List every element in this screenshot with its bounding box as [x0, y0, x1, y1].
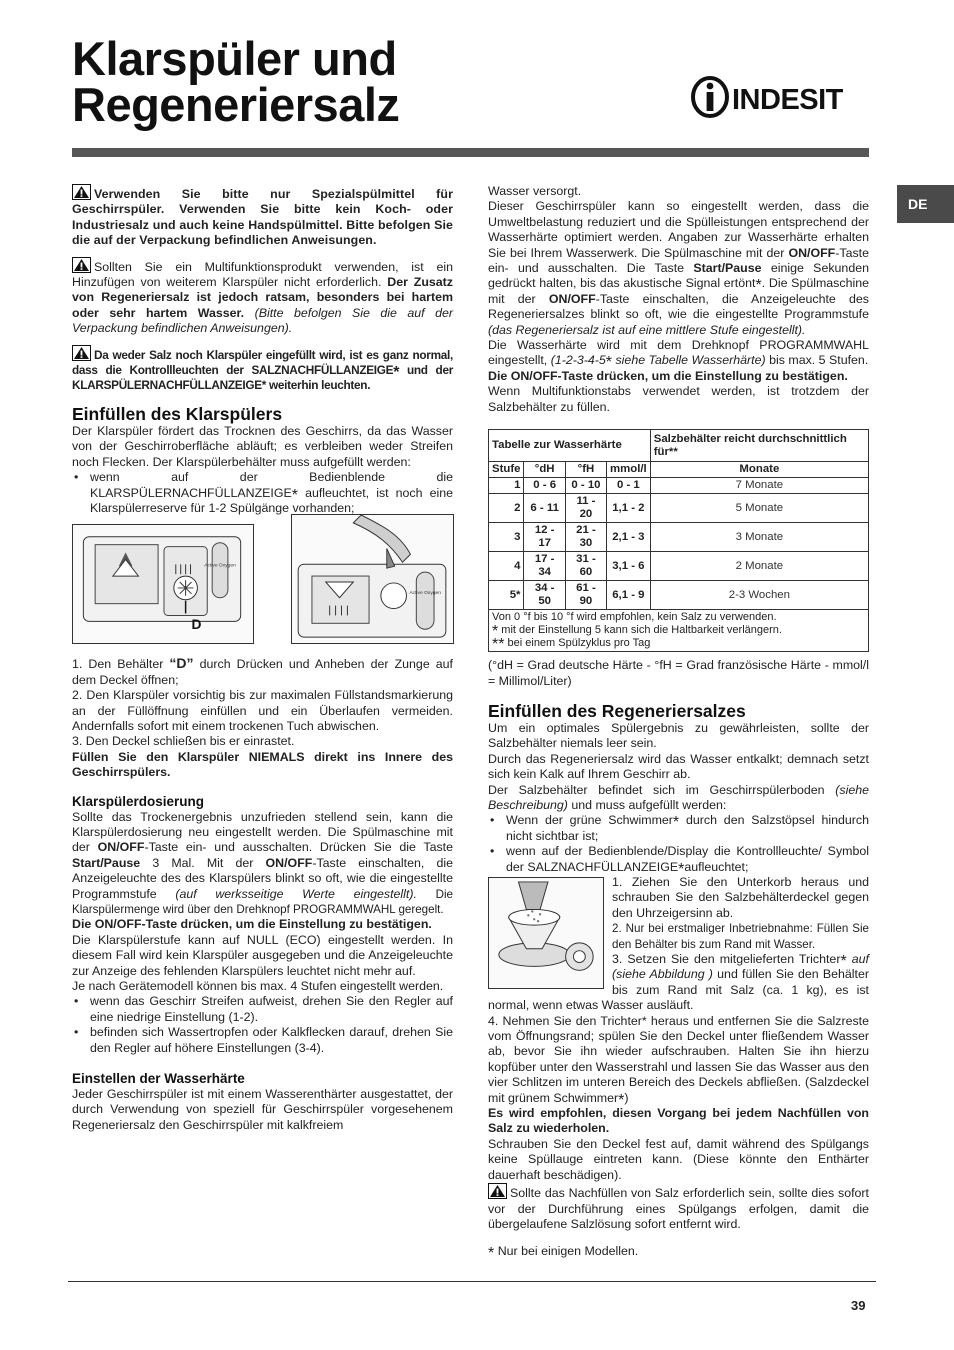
warning-icon [72, 184, 91, 200]
figure-rinse-aid [72, 524, 453, 648]
list-klarspueler [72, 470, 453, 516]
warning-icon [72, 257, 91, 273]
para-water-supplied: Wasser versorgt. [488, 184, 582, 198]
step-3: 3. Den Deckel schließen bis er einrastet. [72, 734, 295, 749]
warning-special-detergent: Verwenden Sie bitte nur Spezialspülmittel für Geschirrspüler. Verwenden Sie bitte kein Koch- oder Industriesalz und auch keine Handspülmittel. Bitte befolgen Sie die auf der Verpackung befindlichen Anweisungen. [72, 184, 453, 249]
footer-rule [68, 1281, 876, 1282]
step-1: 1. Den Behälter “D” durch Drücken und Anheben der Zunge auf dem Deckel öffnen; [72, 655, 454, 687]
warning-icon [72, 345, 91, 361]
list-item: • befinden sich Wassertropfen oder Kalkflecken darauf, drehen Sie den Regler auf höhere Einstellungen (3-4). [72, 1025, 453, 1056]
para-multitabs: Wenn Multifunktionstabs verwendet werden, ist trotzdem der Salzbehälter zu füllen. [488, 384, 869, 414]
warning-salt-refill: Sollte das Nachfüllen von Salz erforderlich sein, sollte dies sofort vor der Durchführung eines Spülgangs erfolgen, damit die übergelaufene Salzlösung sofort entfernt wird. [488, 1183, 869, 1232]
left-column [72, 184, 453, 1133]
step-2: 2. Den Klarspüler vorsichtig bis zur maximalen Füllstandsmarkierung an der Füllöffnung einfüllen und ein Überlaufen vermeiden. Andernfalls sofort mit einem trockenen Tuch abwischen. [72, 688, 453, 733]
water-hardness-table: Tabelle zur Wasserhärte Salzbehälter reicht durchschnittlich für** Stufe °dH °fH mmol/l Monate 1 0 - 6 0 - 10 0 - 1 7 Monate 2 6 - 11 11 - 20 1,1 - 2 5 Monate 3 12 - 17 21 - 30 2,1 - 3 3 Monate 4 17 - 34 31 - 60 3,1 - 6 2 Monate 5* 34 - 50 61 - 90 6,1 - 9 2-3 Wochen Von 0 °f bis 10 °f wird empfohlen, kein Salz zu verwenden. * mit der Einstellung 5 kann sich die Haltbarkeit verlängern. ** bei einem Spülzyklus pro Tag [488, 429, 869, 652]
page-number: 39 [851, 1298, 866, 1313]
filling-illustration [291, 514, 454, 644]
para-salt-3: Der Salzbehälter befindet sich im Geschirrspülerboden (siehe Beschreibung) und muss aufgefüllt werden: [488, 782, 869, 812]
table-row: 2 6 - 11 11 - 20 1,1 - 2 5 Monate [489, 494, 869, 523]
para-wasserhaerte: Jeder Geschirrspüler ist mit einem Wasserenthärter ausgestattet, der durch Verwendung von speziell für Geschirrspüler vorgesehenem Regeneriersalz den Geschirrspüler mit kalkfreiem [72, 1087, 453, 1132]
list-dosierung [72, 994, 453, 1056]
dispenser-illustration [72, 524, 254, 644]
para-levels: Je nach Gerätemodell können bis max. 4 Stufen eingestellt werden. [72, 979, 444, 994]
header-rule [72, 148, 869, 157]
list-item: • Wenn der grüne Schwimmer* durch den Salzstöpsel hindurch nicht sichtbar ist; [488, 813, 869, 844]
list-item: • wenn das Geschirr Streifen aufweist, drehen Sie den Regler auf eine niedrige Einstellung (1-2). [72, 994, 453, 1025]
para-hardness-setting: Dieser Geschirrspüler kann so eingestellt werden, dass die Umweltbelastung reduziert und die Spülleistungen entsprechend der Wasserhärte optimiert werden. Angaben zur Wasserhärte erhalten Sie bei Ihrem Wasserwerk. Die Spülmaschine mit der ON/OFF-Taste ein- und ausschalten. Die Taste Start/Pause einige Sekunden gedrückt halten, bis das akustische Signal ertönt*. Die Spülmaschine mit der ON/OFF-Taste einschalten, die Anzeigeleuchte des Regeneriersalzes blinkt so oft, wie die eingestellte Programmstufe (das Regeneriersalz ist auf eine mittlere Stufe eingestellt). [488, 199, 870, 337]
confirm-note: Die ON/OFF-Taste drücken, um die Einstellung zu bestätigen. [488, 368, 848, 383]
footnote: * Nur bei einigen Modellen. [488, 1244, 639, 1263]
language-tab: DE [897, 185, 954, 223]
para-salt-2: Durch das Regeneriersalz wird das Wasser entkalkt; demnach setzt sich kein Kalk auf Ihrem Geschirr ab. [488, 751, 869, 782]
brand-text: INDESIT [732, 84, 843, 116]
title-line-2: Regeneriersalz [72, 78, 400, 131]
indesit-logo [690, 76, 870, 120]
confirm-note: Die ON/OFF-Taste drücken, um die Einstellung zu bestätigen. [72, 917, 432, 932]
right-column [488, 184, 870, 1263]
table-row: 4 17 - 34 31 - 60 3,1 - 6 2 Monate [489, 552, 869, 581]
salt-recommendation: Es wird empfohlen, diesen Vorgang bei jedem Nachfüllen von Salz zu wiederholen. [488, 1106, 869, 1136]
heading-klarspueler: Einfüllen des Klarspülers [72, 403, 283, 424]
heading-wasserhaerte: Einstellen der Wasserhärte [72, 1071, 245, 1087]
heading-regeneriersalz: Einfüllen des Regeneriersalzes [488, 700, 746, 721]
svg-text:Active Oxygen: Active Oxygen [204, 563, 236, 569]
list-item: • wenn auf der Bedienblende die KLARSPÜLERNACHFÜLLANZEIGE* aufleuchtet, ist noch eine Klarspülerreserve für 1-2 Spülgänge vorhanden; [72, 470, 453, 516]
para-klarspueler: Der Klarspüler fördert das Trocknen des Geschirrs, da das Wasser von der Geschirroberfläche abläuft; es verbleiben weder Streifen noch Flecken. Der Klarspülerbehälter muss aufgefüllt werden: [72, 423, 453, 469]
label-d: D [191, 617, 202, 633]
table-row: 1 0 - 6 0 - 10 0 - 1 7 Monate [489, 478, 869, 494]
step-warning: Füllen Sie den Klarspüler NIEMALS direkt ins Innere des Geschirrspülers. [72, 749, 453, 780]
para-dosierung: Sollte das Trockenergebnis unzufrieden stellend sein, kann die Klarspülerdosierung neu eingestellt werden. Die Spülmaschine mit der ON/OFF-Taste ein- und ausschalten. Drücken Sie die Taste Start/Pause 3 Mal. Mit der ON/OFF-Taste einschalten, die Anzeigeleuchte des des Klarspülers blinkt so oft, wie die eingestellte Programmstufe (auf werksseitige Werte eingestellt). Die Klarspülermenge wird über den Drehknopf PROGRAMMWAHL geregelt. [72, 809, 453, 916]
salt-step-2: 2. Nur bei erstmaliger Inbetriebnahme: Füllen Sie den Behälter bis zum Rand mit Wasser. [612, 922, 869, 951]
salt-funnel-illustration [488, 877, 604, 989]
page-title [72, 32, 400, 131]
title-line-1: Klarspüler und [72, 32, 397, 85]
heading-dosierung: Klarspülerdosierung [72, 793, 205, 809]
warning-indicators: Da weder Salz noch Klarspüler eingefüllt wird, ist es ganz normal, dass die Kontrollleuchten der SALZNACHFÜLLANZEIGE* und der KLARSPÜLERNACHFÜLLANZEIGE* weiterhin leuchten. [72, 345, 453, 394]
salt-step-3: 3. Setzen Sie den mitgelieferten Trichter* auf (siehe Abbildung ) und füllen Sie den Behälter bis zum Rand mit Salz (ca. 1 kg), es ist normal, wenn etwas Wasser ausläuft. [488, 952, 869, 1013]
salt-screw-lid: Schrauben Sie den Deckel fest auf, damit während des Spülgangs keine Spüllauge eintreten kann. (Diese könnte den Enthärter dauerhaft beschädigen). [488, 1136, 869, 1182]
table-row: 3 12 - 17 21 - 30 2,1 - 3 3 Monate [489, 523, 869, 552]
warning-icon [488, 1183, 507, 1199]
para-salt-1: Um ein optimales Spülergebnis zu gewährleisten, sollte der Salzbehälter niemals leer sein. [488, 720, 869, 751]
salt-step-4: 4. Nehmen Sie den Trichter* heraus und entfernen Sie die Salzreste vom Öffnungsrand; spülen Sie den Deckel unter fließendem Wasser ab, bevor Sie ihn wieder aufschrauben. Halten Sie ihn hierzu kopfüber unter den Wasserstrahl und lassen Sie das Wasser aus den vier Schlitzen im unteren Bereich des Deckels abfließen. (Salzdeckel mit grünem Schwimmer*) [488, 1013, 869, 1109]
salt-step-1: 1. Ziehen Sie den Unterkorb heraus und schrauben Sie den Salzbehälterdeckel gegen den Uhrzeigersinn ab. [612, 874, 869, 920]
table-notes: Von 0 °f bis 10 °f wird empfohlen, kein Salz zu verwenden. * mit der Einstellung 5 kann sich die Haltbarkeit verlängern. ** bei einem Spülzyklus pro Tag [489, 610, 869, 652]
para-eco: Die Klarspülerstufe kann auf NULL (ECO) eingestellt werden. In diesem Fall wird kein Klarspüler ausgegeben und die Anzeigeleuchte zur Anzeige des fehlenden Klarspülers leuchtet nicht mehr auf. [72, 932, 453, 978]
para-hardness-knob: Die Wasserhärte wird mit dem Drehknopf PROGRAMMWAHL eingestellt, (1-2-3-4-5* siehe Tabelle Wasserhärte) bis max. 5 Stufen. [488, 338, 869, 372]
list-item: • wenn auf der Bedienblende/Display die Kontrollleuchte/ Symbol der SALZNACHFÜLLANZEIGE*aufleuchtet; [488, 844, 869, 875]
table-row: 5* 34 - 50 61 - 90 6,1 - 9 2-3 Wochen [489, 581, 869, 610]
warning-multifunction: Sollten Sie ein Multifunktionsprodukt verwenden, ist ein Hinzufügen von weiterem Klarspüler nicht erforderlich. Der Zusatz von Regeneriersalz ist jedoch ratsam, besonders bei hartem oder sehr hartem Wasser. (Bitte befolgen Sie die auf der Verpackung befindlichen Anweisungen). [72, 257, 453, 337]
svg-text:Active Oxygen: Active Oxygen [409, 591, 441, 597]
units-note: (°dH = Grad deutsche Härte - °fH = Grad französische Härte - mmol/l = Millimol/Liter) [488, 658, 869, 688]
list-salt [488, 813, 869, 878]
